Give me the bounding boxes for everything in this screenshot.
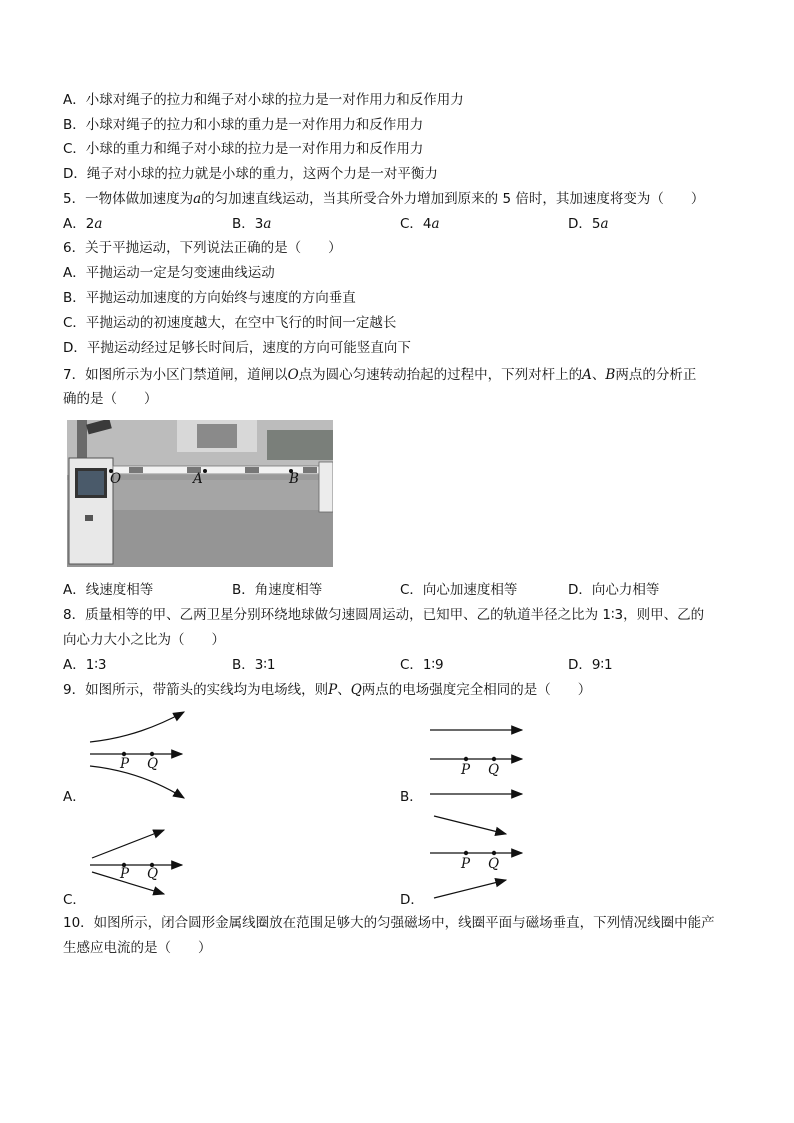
gate-barrier-illustration	[67, 420, 333, 567]
q7-stem: 7．如图所示为小区门禁道闸，道闸以O点为圆心匀速转动抬起的过程中，下列对杆上的A、B两点的分析正	[63, 367, 697, 383]
q6-stem: 6．关于平抛运动，下列说法正确的是（ ）	[63, 240, 342, 256]
field-line	[434, 880, 506, 898]
q6-option-c: C．平抛运动的初速度越大，在空中飞行的时间一定越长	[63, 315, 397, 331]
fig-a-q-label: Q	[147, 756, 159, 772]
field-lines-figure-c	[88, 824, 198, 896]
q8-option-d: D．9∶1	[568, 657, 613, 673]
q6-option-b: B．平抛运动加速度的方向始终与速度的方向垂直	[63, 290, 356, 306]
point-p	[464, 851, 468, 855]
q9-option-c-label: C．	[63, 892, 86, 908]
point-b-label: B	[289, 471, 299, 487]
q4-option-d: D．绳子对小球的拉力就是小球的重力，这两个力是一对平衡力	[63, 166, 438, 182]
field-lines-figure-d	[428, 810, 528, 902]
q7-option-a: A．线速度相等	[63, 582, 154, 598]
fig-c-p-label: P	[120, 866, 130, 882]
q7-option-d: D．向心力相等	[568, 582, 660, 598]
fig-b-p-label: P	[461, 762, 471, 778]
point-q	[492, 757, 496, 761]
fig-d-q-label: Q	[488, 856, 500, 872]
q4-option-b: B．小球对绳子的拉力和小球的重力是一对作用力和反作用力	[63, 117, 424, 133]
q9-option-a-label: A．	[63, 789, 86, 805]
gate-barrier-photo	[67, 420, 333, 567]
q5-option-c: C．4a	[400, 216, 440, 232]
q8-stem-line2: 向心力大小之比为（ ）	[63, 632, 225, 648]
q9-option-d-label: D．	[400, 892, 424, 908]
q9-option-b-label: B．	[400, 789, 423, 805]
fig-c-q-label: Q	[147, 866, 159, 882]
q6-option-a: A．平抛运动一定是匀变速曲线运动	[63, 265, 275, 281]
q5-stem-part: 5．一物体做加速度为	[63, 191, 194, 207]
q5-var-a: a	[193, 191, 202, 207]
q8-stem-line1: 8．质量相等的甲、乙两卫星分别环绕地球做匀速圆周运动，已知甲、乙的轨道半径之比为 1∶3，则甲、乙的	[63, 607, 705, 623]
field-line	[90, 766, 184, 798]
point-o-label: O	[110, 471, 122, 487]
q5-stem-part: 的匀加速直线运动，当其所受合外力增加到原来的 5 倍时，其加速度将变为（ ）	[201, 191, 705, 207]
field-line	[90, 712, 184, 742]
q10-stem-line1: 10．如图所示，闭合圆形金属线圈放在范围足够大的匀强磁场中，线圈平面与磁场垂直，下列情况线圈中能产	[63, 915, 715, 931]
point-a-label: A	[193, 471, 203, 487]
point-q	[492, 851, 496, 855]
fig-b-q-label: Q	[488, 762, 500, 778]
q9-stem: 9．如图所示，带箭头的实线均为电场线，则P、Q两点的电场强度完全相同的是（ ）	[63, 682, 592, 698]
q8-option-b: B．3∶1	[232, 657, 276, 673]
q5-option-a: A．2a	[63, 216, 103, 232]
fig-a-p-label: P	[120, 756, 130, 772]
q7-option-b: B．角速度相等	[232, 582, 323, 598]
field-lines-figure-b	[428, 722, 528, 802]
q8-option-a: A．1∶3	[63, 657, 107, 673]
q7-stem-line2: 确的是（ ）	[63, 391, 158, 407]
q6-option-d: D．平抛运动经过足够长时间后，速度的方向可能竖直向下	[63, 340, 411, 356]
q4-option-c: C．小球的重力和绳子对小球的拉力是一对作用力和反作用力	[63, 141, 424, 157]
q8-option-c: C．1∶9	[400, 657, 444, 673]
q4-option-a: A．小球对绳子的拉力和绳子对小球的拉力是一对作用力和反作用力	[63, 92, 464, 108]
field-lines-figure-a	[88, 708, 198, 804]
q5-option-d: D．5a	[568, 216, 609, 232]
q10-stem-line2: 生感应电流的是（ ）	[63, 940, 212, 956]
field-line	[434, 816, 506, 834]
q5-stem	[63, 189, 704, 209]
field-line	[92, 830, 164, 858]
fig-d-p-label: P	[461, 856, 471, 872]
q5-option-b: B．3a	[232, 216, 272, 232]
q7-option-c: C．向心加速度相等	[400, 582, 518, 598]
point-p	[464, 757, 468, 761]
